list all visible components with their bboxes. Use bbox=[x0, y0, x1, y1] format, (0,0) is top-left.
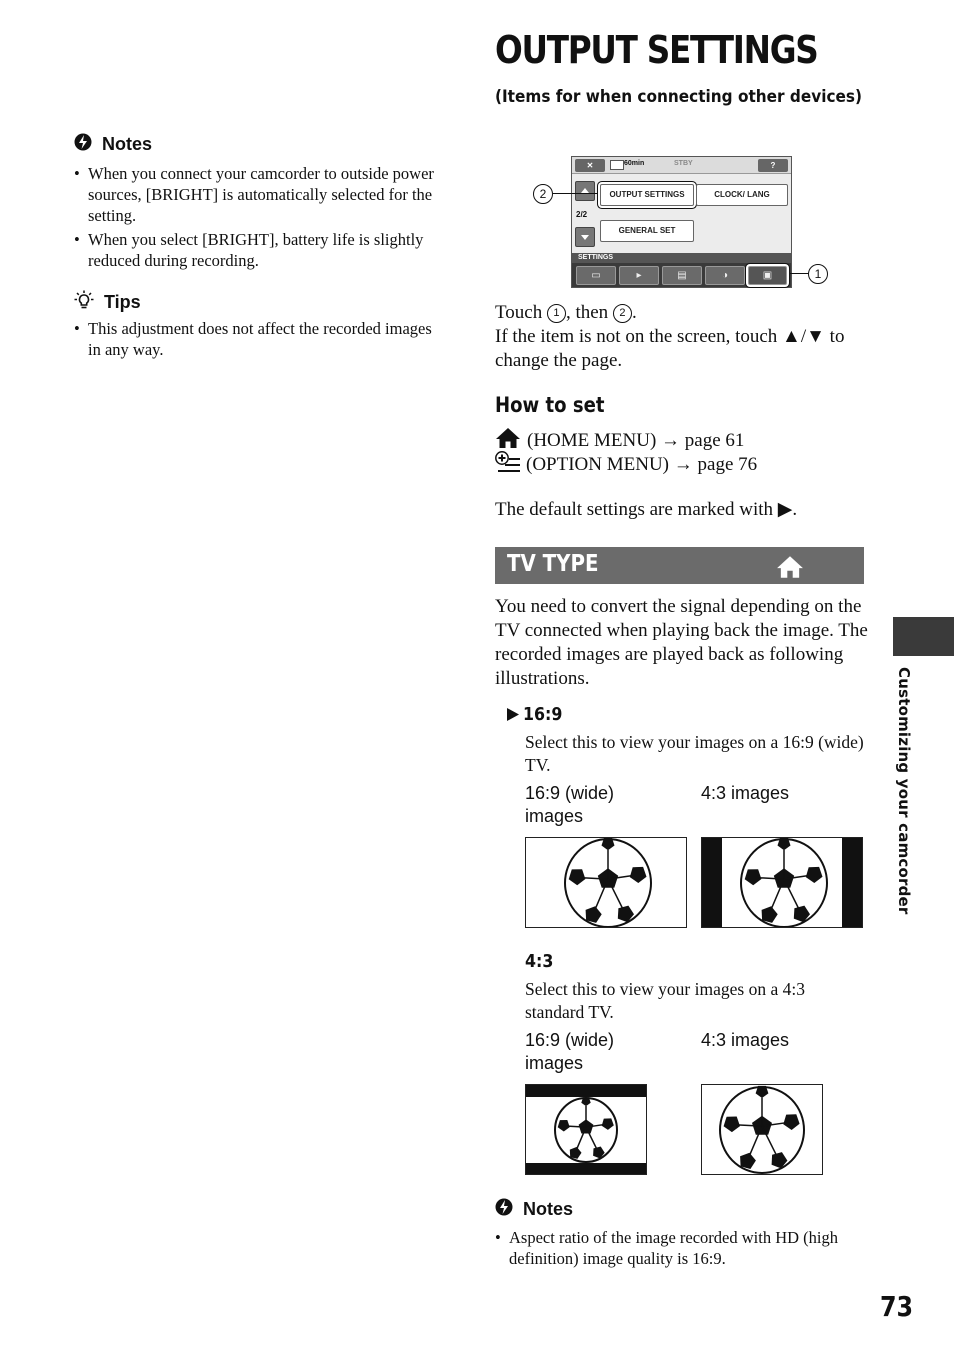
callout-1: 1 bbox=[808, 264, 828, 284]
scroll-down-icon bbox=[575, 227, 595, 247]
callout-2: 2 bbox=[533, 184, 553, 204]
page-indicator: 2/2 bbox=[576, 210, 588, 219]
battery-icon bbox=[610, 160, 624, 170]
edit-tab-icon: ◑ bbox=[705, 266, 745, 285]
tv-type-description: You need to convert the signal depending on the TV connected when playing back the image. The recorded images are played back as following illustrations. bbox=[495, 596, 868, 689]
circle-2: 2 bbox=[613, 304, 632, 323]
notes-heading: Notes bbox=[74, 133, 152, 156]
notes-icon bbox=[495, 1198, 513, 1221]
home-menu-ref: (HOME MENU) → page 61 bbox=[495, 427, 870, 456]
list-item: • Aspect ratio of the image recorded with HD (high definition) image quality is 16:9. bbox=[495, 1227, 865, 1269]
settings-label: SETTINGS bbox=[572, 253, 791, 263]
lcd-screen-illustration bbox=[571, 156, 792, 288]
standby-status: STBY bbox=[674, 160, 693, 167]
instructions: Touch 1 , then 2 . If the item is not on the screen, touch ▲/▼ to change the page. bbox=[495, 302, 845, 371]
general-set-button: GENERAL SET bbox=[600, 220, 694, 242]
lcd-tab-bar bbox=[572, 263, 791, 287]
caption-wide-images: 16:9 (wide) images bbox=[525, 1030, 615, 1073]
soccer-ball-illustration bbox=[526, 1085, 646, 1174]
wide-tv-43-image bbox=[701, 837, 863, 928]
list-item: • When you connect your camcorder to outside power sources, [BRIGHT] is automatically selected for the setting. bbox=[74, 163, 434, 226]
clock-lang-button: CLOCK/ LANG bbox=[696, 184, 788, 206]
output-settings-button: OUTPUT SETTINGS bbox=[600, 184, 694, 206]
option-169-heading: 16:9 bbox=[506, 704, 568, 727]
soccer-ball-illustration bbox=[702, 838, 862, 927]
ball-seam bbox=[567, 1126, 586, 1127]
page-number: 73 bbox=[880, 1290, 914, 1323]
lightbulb-icon bbox=[74, 290, 94, 315]
wide-tv-wide-image bbox=[525, 837, 687, 928]
caption-43-images: 4:3 images bbox=[701, 1030, 790, 1050]
tv-type-header bbox=[495, 547, 864, 584]
notes-list bbox=[495, 1227, 865, 1272]
page-subtitle: (Items for when connecting other devices) bbox=[495, 87, 863, 107]
circle-1: 1 bbox=[547, 304, 566, 323]
battery-remaining: 60min bbox=[624, 160, 645, 167]
option-menu-ref: (OPTION MENU) → page 76 bbox=[495, 451, 870, 480]
standard-tv-43-image bbox=[701, 1084, 823, 1175]
tips-list bbox=[74, 318, 434, 363]
close-icon: ✕ bbox=[575, 159, 605, 172]
section-tab bbox=[893, 617, 954, 656]
callout-line-2 bbox=[553, 193, 597, 194]
default-note: The default settings are marked with ▶. bbox=[495, 499, 798, 520]
callout-line-1 bbox=[790, 273, 809, 274]
caption-wide-images: 16:9 (wide) images bbox=[525, 783, 615, 826]
list-tab-icon: ▤ bbox=[662, 266, 702, 285]
option-43-description: Select this to view your images on a 4:3 standard TV. bbox=[525, 979, 805, 1022]
soccer-ball-illustration bbox=[702, 1085, 822, 1174]
notes-heading: Notes bbox=[495, 1198, 573, 1221]
standard-tv-wide-image bbox=[525, 1084, 647, 1175]
home-icon bbox=[776, 555, 804, 584]
soccer-ball-illustration bbox=[526, 838, 686, 927]
tv-type-heading: TV TYPE bbox=[507, 551, 599, 577]
option-169-description: Select this to view your images on a 16:9 (wide) TV. bbox=[525, 732, 864, 775]
default-marker-icon bbox=[506, 707, 520, 727]
list-item: • This adjustment does not affect the recorded images in any way. bbox=[74, 318, 434, 360]
play-tab-icon: ▸ bbox=[619, 266, 659, 285]
lcd-top-bar bbox=[572, 157, 791, 174]
caption-43-images: 4:3 images bbox=[701, 783, 790, 803]
notes-list bbox=[74, 163, 434, 274]
tips-heading: Tips bbox=[74, 290, 141, 315]
section-side-label: Customizing your camcorder bbox=[895, 667, 913, 915]
scroll-up-icon bbox=[575, 181, 595, 201]
notes-icon bbox=[74, 133, 92, 156]
toolbox-tab-icon: ▣ bbox=[748, 266, 787, 285]
list-item: • When you select [BRIGHT], battery life is slightly reduced during recording. bbox=[74, 229, 434, 271]
option-menu-icon bbox=[495, 451, 521, 480]
how-to-set-heading: How to set bbox=[495, 393, 605, 417]
option-43-heading: 4:3 bbox=[525, 951, 554, 972]
help-button: ? bbox=[758, 159, 788, 172]
page-title: OUTPUT SETTINGS bbox=[495, 28, 818, 72]
camera-tab-icon: ▭ bbox=[576, 266, 616, 285]
